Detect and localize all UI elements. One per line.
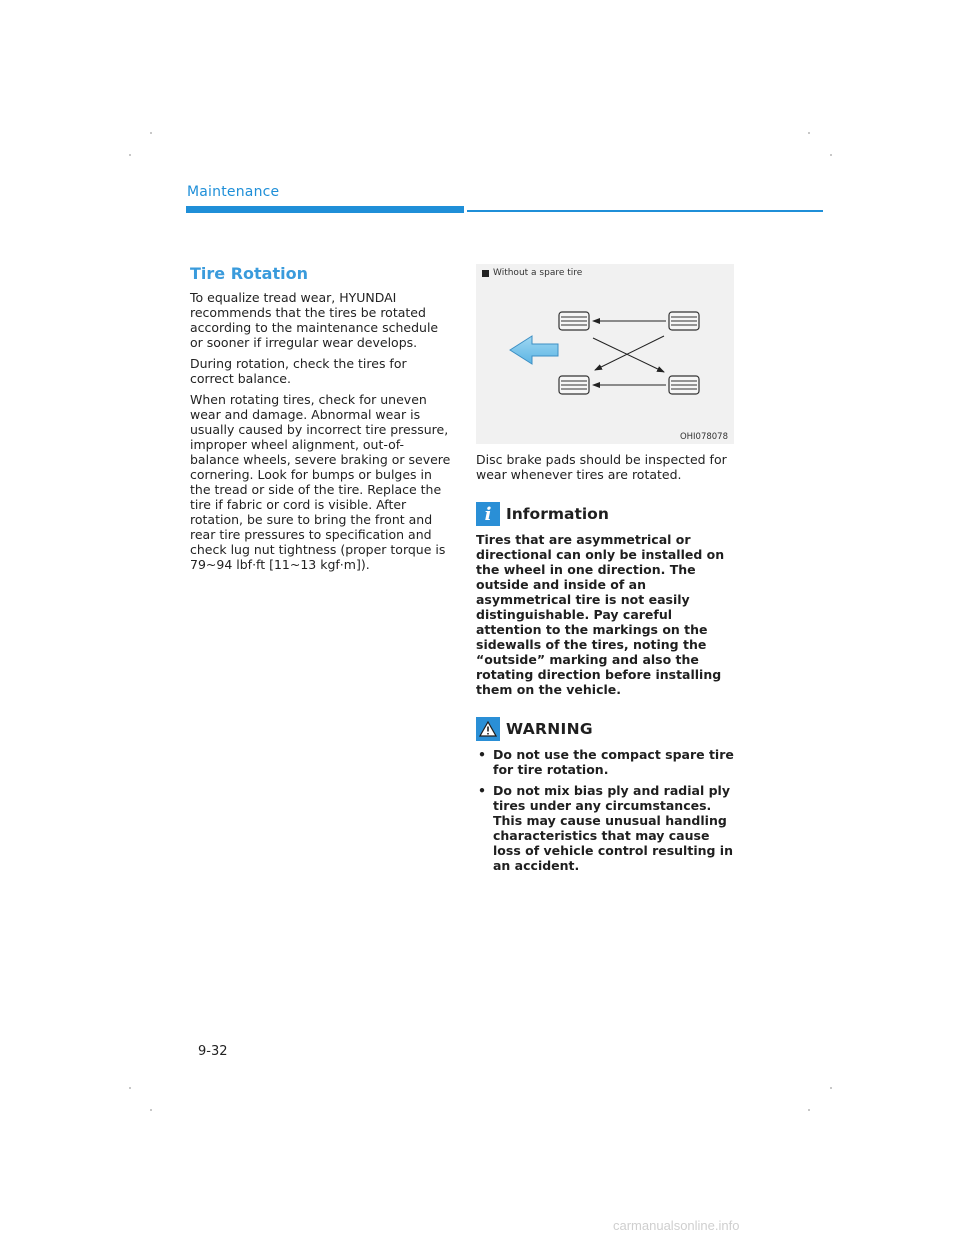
header-rule-thin — [467, 210, 823, 212]
crop-mark — [830, 154, 832, 156]
section-title: Tire Rotation — [190, 264, 308, 283]
warning-list — [476, 747, 734, 873]
body-paragraph: When rotating tires, check for uneven wear and damage. Abnormal wear is usually caused by incorrect tire pressure, improper wheel alignment, out-of-balance wheels, severe braking or severe cornering. Look for bumps or bulges in the tread or side of the tire. Replace the tire if fabric or cord is visible. After rotation, be sure to bring the front and rear tire pressures to specification and check lug nut tightness (proper torque is 79~94 lbf·ft [11~13 kgf·m]). — [190, 392, 451, 572]
vehicle-direction-arrow-icon — [510, 336, 558, 364]
information-text: Tires that are asymmetrical or directional can only be installed on the wheel in one direction. The outside and inside of an asymmetrical tire is not easily distinguishable. Pay careful attention to the markings on the sidewalls of the tires, noting the “outside” marking and also the rotating direction before installing them on the vehicle. — [476, 532, 725, 697]
information-title: Information — [506, 505, 609, 523]
figure-caption — [482, 268, 582, 278]
warning-header — [476, 717, 734, 741]
header-rule-thick — [186, 206, 464, 213]
body-paragraph: Disc brake pads should be inspected for wear whenever tires are rotated. — [476, 452, 727, 482]
crop-mark — [150, 132, 152, 134]
crop-mark — [830, 1087, 832, 1089]
crop-mark — [129, 154, 131, 156]
warning-box — [476, 717, 734, 873]
figure-code: OHI078078 — [679, 432, 728, 442]
crop-mark — [129, 1087, 131, 1089]
crop-mark — [808, 1109, 810, 1111]
left-column — [190, 264, 452, 578]
tire-rotation-figure — [476, 264, 734, 444]
warning-item: • Do not use the compact spare tire for tire rotation. — [476, 747, 734, 777]
information-header — [476, 502, 734, 526]
figure-caption-text: Without a spare tire — [493, 268, 583, 278]
information-box — [476, 502, 734, 697]
section-header: Maintenance — [187, 184, 280, 200]
right-column — [476, 264, 734, 879]
warning-triangle-icon — [476, 717, 500, 741]
warning-item: • Do not mix bias ply and radial ply tires under any circumstances. This may cause unusual handling characteristics that may cause loss of vehicle control resulting in an accident. — [476, 783, 734, 873]
tire-rotation-diagram — [476, 264, 734, 444]
crop-mark — [150, 1109, 152, 1111]
watermark: carmanualsonline.info — [613, 1218, 740, 1233]
rotation-arrows — [593, 321, 666, 385]
body-paragraph: To equalize tread wear, HYUNDAI recommends that the tires be rotated according to the maintenance schedule or sooner if irregular wear develops. — [190, 290, 439, 350]
tire-front-right-icon — [559, 376, 589, 394]
tire-front-left-icon — [559, 312, 589, 330]
tire-rear-right-icon — [669, 376, 699, 394]
square-bullet-icon — [482, 270, 489, 277]
info-icon: i — [476, 502, 500, 526]
crop-mark — [808, 132, 810, 134]
tire-rear-left-icon — [669, 312, 699, 330]
body-paragraph: During rotation, check the tires for correct balance. — [190, 356, 407, 386]
page-number: 9-32 — [198, 1044, 228, 1059]
warning-title: WARNING — [506, 720, 593, 738]
